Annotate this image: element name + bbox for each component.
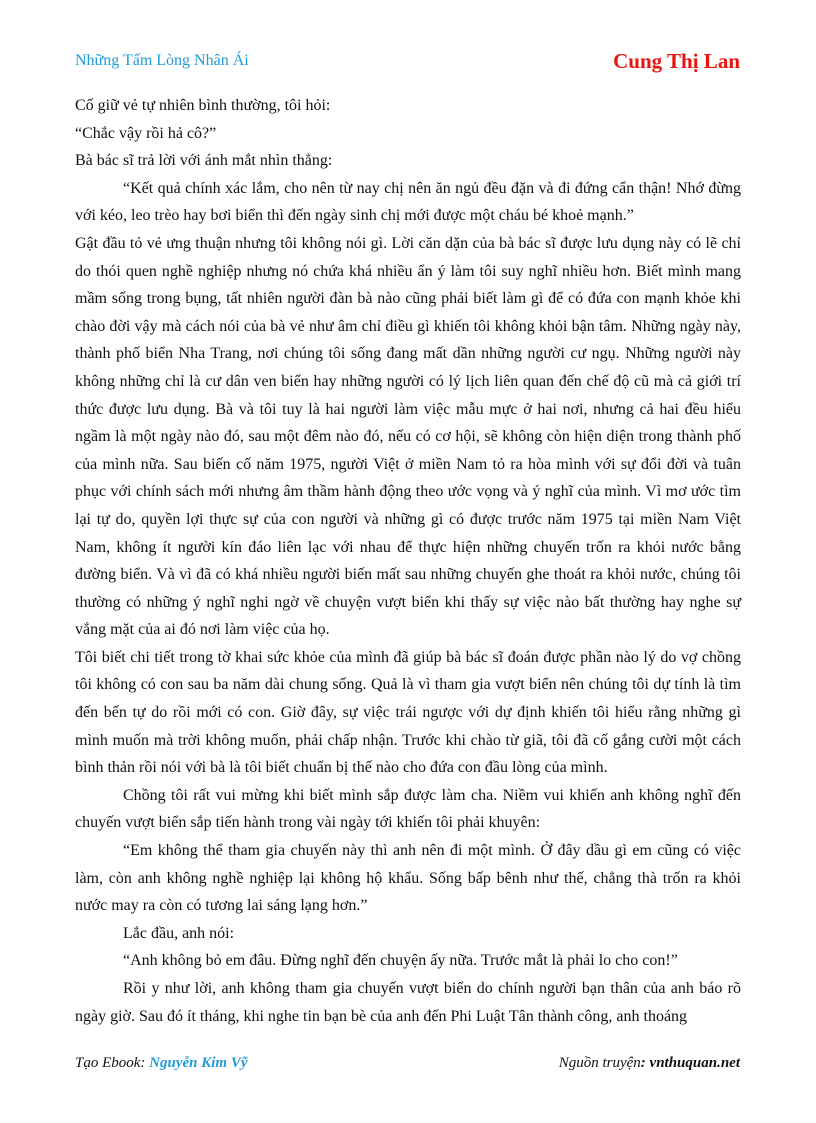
- paragraph: Cố giữ vẻ tự nhiên bình thường, tôi hỏi:: [75, 97, 331, 114]
- paragraph: Tôi biết chi tiết trong tờ khai sức khỏe của mình đã giúp bà bác sĩ đoán được phần nào lý do vợ chồng tôi không có con sau ba năm dài chung sống. Quả là vì tham gia vượt biển nên chúng tôi dự tính là tìm đến bến tự do rồi mới có con. Giờ đây, sự việc trái ngược với dự định khiến tôi hiểu rằng những gì mình muốn mà trời không muốn, phải chấp nhận. Trước khi chào từ giã, tôi đã cố gắng cười một cách bình thản rồi nói với bà là tôi biết chuẩn bị thế nào cho đứa con đầu lòng của mình.: [75, 648, 741, 777]
- ebook-label: Tạo Ebook: [75, 1055, 141, 1071]
- paragraph: Rồi y như lời, anh không tham gia chuyến vượt biển do chính người bạn thân của anh báo rõ ngày giờ. Sau đó ít tháng, khi nghe tin bạn bè của anh đến Phi Luật Tân thành công, anh thoáng: [75, 980, 741, 1025]
- story-body: [75, 92, 741, 1030]
- book-title: Những Tấm Lòng Nhân Ái: [75, 52, 249, 69]
- paragraph: “Kết quả chính xác lắm, cho nên từ nay chị nên ăn ngủ đều đặn và đi đứng cẩn thận! Nhớ đừng với kéo, leo trèo hay bơi biển thì đến ngày sinh chị mới được một cháu bé khoẻ mạnh.”: [75, 179, 741, 225]
- source-credit: [559, 1055, 740, 1072]
- author-name: Cung Thị Lan: [613, 49, 740, 73]
- paragraph: “Em không thể tham gia chuyến này thì anh nên đi một mình. Ở đây dầu gì em cũng có việc làm, còn anh không nghề nghiệp lại không hộ khẩu. Sống bấp bênh như thế, chẳng thà trốn ra khỏi nước may ra còn có tương lai sáng lạng hơn.”: [75, 842, 741, 915]
- paragraph: Gật đầu tỏ vẻ ưng thuận nhưng tôi không nói gì. Lời căn dặn của bà bác sĩ được lưu dụng này có lẽ chỉ do thói quen nghề nghiệp nhưng nó chứa khá nhiều ẩn ý làm tôi suy nghĩ nhiều hơn. Biết mình mang mầm sống trong bụng, tất nhiên người đàn bà nào cũng phải biết làm gì để có đứa con mạnh khỏe khi chào đời vậy mà cách nói của bà vẻ như âm chỉ điều gì khiến tôi không khỏi bận tâm. Những ngày này, thành phố biển Nha Trang, nơi chúng tôi sống đang mất dần những người cư ngụ. Những người này không những chỉ là cư dân ven biển hay những người có lý lịch liên quan đến chế độ cũ mà cả giới trí thức được lưu dụng. Bà và tôi tuy là hai người làm việc mẫu mực ở hai nơi, nhưng cả hai đều hiểu ngầm là một ngày nào đó, sau một đêm nào đó, nếu có cơ hội, sẽ không còn hiện diện trong thành phố của mình nữa. Sau biến cố năm 1975, người Việt ở miền Nam tỏ ra hòa mình với sự đổi đời và tuân phục với chính sách mới nhưng âm thầm hành động theo ước vọng và ý nghĩ của mình. Vì mơ ước tìm lại tự do, quyền lợi thực sự của con người và những gì có được trước năm 1975 tại miền Nam Việt Nam, không ít người kín đáo liên lạc với nhau để thực hiện những chuyến trốn ra khỏi nước bằng đường biển. Và vì đã có khá nhiều người biến mất sau những chuyến ghe thoát ra khỏi nước, chúng tôi thường có những ý nghĩ nghi ngờ về chuyện vượt biển khi thấy sự việc nào bất thường hay nghe sự vắng mặt của ai đó nơi làm việc của họ.: [75, 234, 741, 639]
- paragraph: “Chắc vậy rồi hả cô?”: [75, 124, 217, 142]
- source-label: Nguồn truyện: [558, 1055, 641, 1071]
- paragraph: Chồng tôi rất vui mừng khi biết mình sắp được làm cha. Niềm vui khiến anh không nghĩ đến chuyến vượt biển sắp tiến hành trong vài ngày tới khiến tôi phải khuyên:: [75, 786, 741, 832]
- paragraph: “Anh không bỏ em đâu. Đừng nghĩ đến chuyện ấy nữa. Trước mắt là phải lo cho con!”: [123, 952, 678, 970]
- paragraph: Lắc đầu, anh nói:: [123, 924, 235, 942]
- source-site-link[interactable]: vnthuquan.net: [649, 1055, 740, 1071]
- source-separator: :: [640, 1055, 650, 1071]
- ebook-credit: [75, 1055, 248, 1072]
- ebook-creator-name: Nguyễn Kim Vỹ: [149, 1055, 248, 1071]
- paragraph: Bà bác sĩ trả lời với ánh mắt nhìn thẳng:: [75, 152, 333, 170]
- ebook-separator: :: [140, 1055, 150, 1071]
